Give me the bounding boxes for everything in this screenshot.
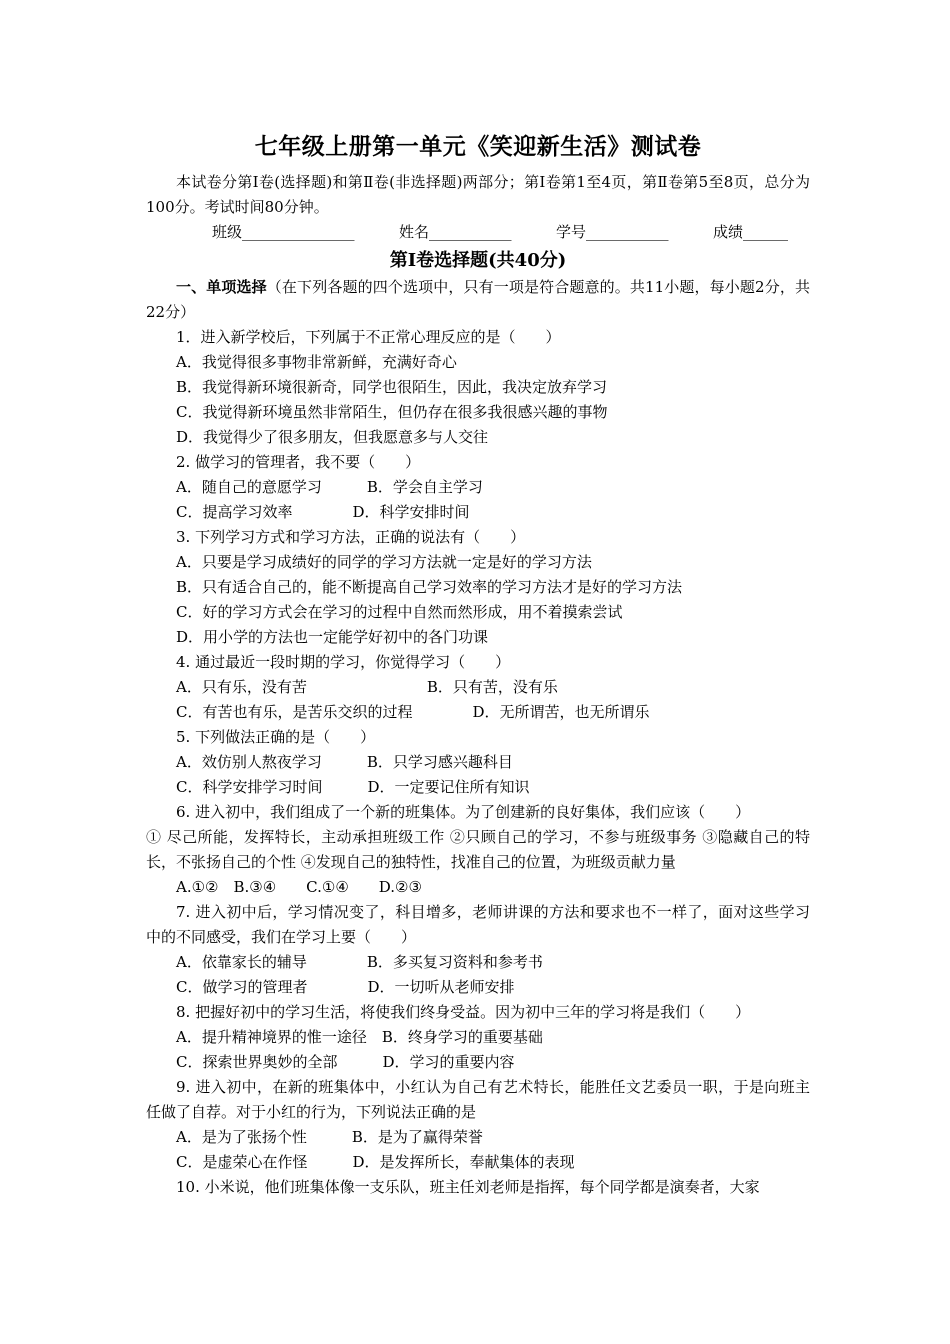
exam-page bbox=[146, 130, 810, 1200]
q4-stem: 4. 通过最近一段时期的学习，你觉得学习（ ） bbox=[176, 653, 511, 671]
q3-option-a: A．只要是学习成绩好的同学的学习方法就一定是好的学习方法 bbox=[176, 553, 592, 571]
q7-stem: 7. 进入初中后，学习情况变了，科目增多，老师讲课的方法和要求也不一样了，面对这些学习中的不同感受，我们在学习上要（ ） bbox=[146, 903, 810, 946]
q9-options-cd: C．是虚荣心在作怪 D．是发挥所长，奉献集体的表现 bbox=[176, 1153, 575, 1171]
q4-options-cd: C．有苦也有乐，是苦乐交织的过程 D．无所谓苦，也无所谓乐 bbox=[176, 703, 650, 721]
q7-options-cd: C．做学习的管理者 D．一切听从老师安排 bbox=[176, 978, 515, 996]
q1-option-b: B．我觉得新环境很新奇，同学也很陌生，因此，我决定放弃学习 bbox=[176, 378, 608, 396]
q4-options-ab: A．只有乐，没有苦 B．只有苦，没有乐 bbox=[176, 678, 558, 696]
intro-text: 本试卷分第Ⅰ卷(选择题)和第Ⅱ卷(非选择题)两部分；第Ⅰ卷第1至4页，第Ⅱ卷第5至8页，总分为100分。考试时间80分钟。 bbox=[146, 173, 810, 216]
student-info-row bbox=[146, 220, 810, 245]
q6-options: A.①② B.③④ C.①④ D.②③ bbox=[176, 878, 422, 896]
q3-option-d: D．用小学的方法也一定能学好初中的各门功课 bbox=[176, 628, 489, 646]
q8-stem: 8. 把握好初中的学习生活，将使我们终身受益。因为初中三年的学习将是我们（ ） bbox=[176, 1003, 751, 1021]
q8-options-cd: C．探索世界奥妙的全部 D．学习的重要内容 bbox=[176, 1053, 515, 1071]
q1-option-a: A．我觉得很多事物非常新鲜，充满好奇心 bbox=[176, 353, 457, 371]
q6-body: ① 尽己所能，发挥特长，主动承担班级工作 ②只顾自己的学习，不参与班级事务 ③隐藏自己的特长，不张扬自己的个性 ④发现自己的独特性，找准自己的位置，为班级贡献力量 bbox=[146, 828, 810, 871]
q1-option-d: D．我觉得少了很多朋友，但我愿意多与人交往 bbox=[176, 428, 489, 446]
q10-stem: 10. 小米说，他们班集体像一支乐队，班主任刘老师是指挥，每个同学都是演奏者，大家 bbox=[176, 1178, 760, 1196]
q1-stem: 1．进入新学校后，下列属于不正常心理反应的是（ ） bbox=[176, 328, 561, 346]
q8-options-ab: A．提升精神境界的惟一途径 B．终身学习的重要基础 bbox=[176, 1028, 543, 1046]
q6-stem: 6. 进入初中，我们组成了一个新的班集体。为了创建新的良好集体，我们应该（ ） bbox=[176, 803, 751, 821]
q3-option-c: C．好的学习方式会在学习的过程中自然而然形成，用不着摸索尝试 bbox=[176, 603, 623, 621]
name-field[interactable]: 姓名___________ bbox=[398, 223, 512, 241]
q1-option-c: C．我觉得新环境虽然非常陌生，但仍存在很多我很感兴趣的事物 bbox=[176, 403, 608, 421]
q5-options-cd: C．科学安排学习时间 D．一定要记住所有知识 bbox=[176, 778, 530, 796]
q9-options-ab: A．是为了张扬个性 B．是为了赢得荣誉 bbox=[176, 1128, 483, 1146]
part1-desc: （在下列各题的四个选项中，只有一项是符合题意的。共11小题，每小题2分，共22分） bbox=[146, 278, 810, 321]
class-field[interactable]: 班级_______________ bbox=[212, 223, 355, 241]
q2-options-ab: A．随自己的意愿学习 B．学会自主学习 bbox=[176, 478, 483, 496]
exam-title: 七年级上册第一单元《笑迎新生活》测试卷 bbox=[254, 133, 702, 160]
q7-options-ab: A．依靠家长的辅导 B．多买复习资料和参考书 bbox=[176, 953, 543, 971]
score-field[interactable]: 成绩______ bbox=[712, 223, 788, 241]
q3-stem: 3. 下列学习方式和学习方法，正确的说法有（ ） bbox=[176, 528, 526, 546]
q2-stem: 2. 做学习的管理者，我不要（ ） bbox=[176, 453, 421, 471]
q5-options-ab: A．效仿别人熬夜学习 B．只学习感兴趣科目 bbox=[176, 753, 513, 771]
number-field[interactable]: 学号___________ bbox=[555, 223, 669, 241]
part1-heading bbox=[146, 275, 810, 325]
q3-option-b: B．只有适合自己的，能不断提高自己学习效率的学习方法才是好的学习方法 bbox=[176, 578, 683, 596]
q2-options-cd: C．提高学习效率 D．科学安排时间 bbox=[176, 503, 470, 521]
q9-stem: 9. 进入初中，在新的班集体中，小红认为自己有艺术特长，能胜任文艺委员一职，于是向班主任做了自荐。对于小红的行为，下列说法正确的是 bbox=[146, 1078, 810, 1121]
part1-label: 一、单项选择 bbox=[176, 278, 267, 296]
q5-stem: 5. 下列做法正确的是（ ） bbox=[176, 728, 376, 746]
section-title: 第Ⅰ卷选择题(共40分) bbox=[389, 250, 567, 271]
